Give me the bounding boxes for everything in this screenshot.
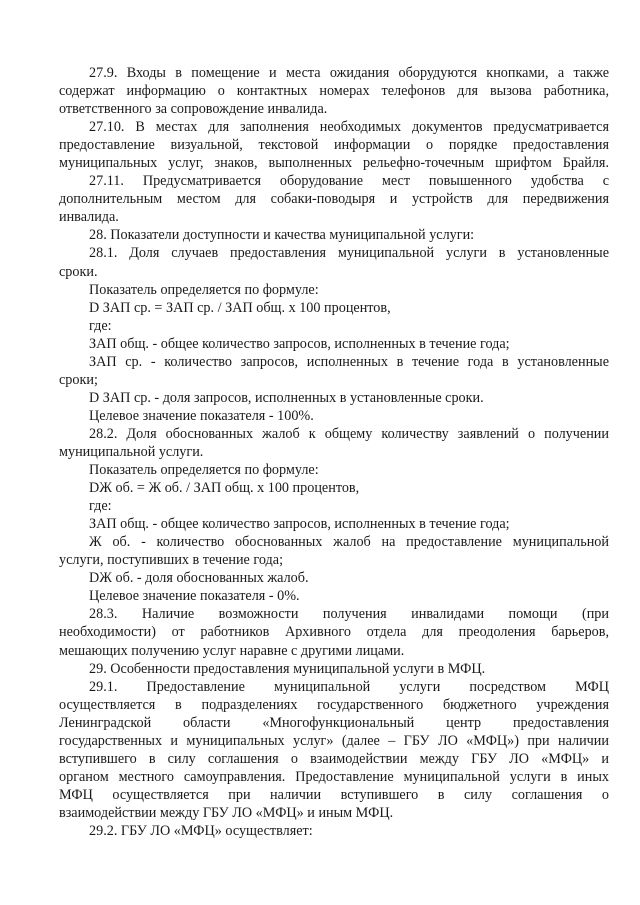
text-line: D ЗАП ср. - доля запросов, исполненных в установленные сроки. [89, 389, 484, 406]
text-line: 28.3. Наличие возможности получения инвалидами помощи (при [89, 606, 609, 623]
text-line: муниципальных услуг, знаков, выполненных рельефно-точечным шрифтом Брайля. [59, 155, 609, 172]
text-line: вступившего в силу соглашения о взаимодействии между ГБУ ЛО «МФЦ» и [59, 750, 609, 767]
text-line: 29. Особенности предоставления муниципальной услуги в МФЦ. [89, 660, 486, 677]
text-line: 27.10. В местах для заполнения необходимых документов предусматривается [89, 119, 609, 136]
text-line: 28.1. Доля случаев предоставления муниципальной услуги в установленные [89, 245, 609, 262]
text-line: Ж об. - количество обоснованных жалоб на предоставление муниципальной [89, 534, 609, 551]
text-line: инвалида. [59, 209, 119, 226]
text-line: DЖ об. - доля обоснованных жалоб. [89, 570, 309, 587]
text-line: предоставление визуальной, текстовой информации о порядке предоставления [59, 137, 609, 154]
text-line: DЖ об. = Ж об. / ЗАП общ. x 100 процентов, [89, 480, 360, 497]
text-line: муниципальной услуги. [59, 443, 204, 460]
text-line: Показатель определяется по формуле: [89, 281, 319, 298]
text-line: 29.1. Предоставление муниципальной услуги посредством МФЦ [89, 678, 609, 695]
text-line: сроки; [59, 371, 98, 388]
text-line: ЗАП общ. - общее количество запросов, исполненных в течение года; [89, 335, 510, 352]
text-line: мешающих получению услуг наравне с другими лицами. [59, 642, 405, 659]
text-line: ЗАП ср. - количество запросов, исполненных в течение года в установленные [89, 353, 609, 370]
text-line: 29.2. ГБУ ЛО «МФЦ» осуществляет: [89, 822, 313, 839]
text-line: необходимости) от работников Архивного отдела для преодоления барьеров, [59, 624, 609, 641]
text-line: осуществляется в подразделениях государственного бюджетного учреждения [59, 696, 609, 713]
text-line: органом местного самоуправления. Предоставление муниципальной услуги в иных [59, 768, 609, 785]
text-line: 28.2. Доля обоснованных жалоб к общему количеству заявлений о получении [89, 425, 609, 442]
text-line: где: [89, 317, 112, 334]
text-line: где: [89, 498, 112, 515]
text-line: ответственного за сопровождение инвалида. [59, 101, 328, 118]
text-line: сроки. [59, 263, 98, 280]
text-line: ЗАП общ. - общее количество запросов, исполненных в течение года; [89, 516, 510, 533]
text-line: взаимодействии между ГБУ ЛО «МФЦ» и иным МФЦ. [59, 804, 394, 821]
text-line: государственных и муниципальных услуг» (далее – ГБУ ЛО «МФЦ») при наличии [59, 732, 609, 749]
text-line: МФЦ осуществляется при наличии вступившего в силу соглашения о [59, 786, 609, 803]
text-line: содержат информацию о контактных номерах телефонов для вызова работника, [59, 83, 609, 100]
text-line: Целевое значение показателя - 100%. [89, 407, 314, 424]
text-line: Целевое значение показателя - 0%. [89, 588, 300, 605]
text-line: D ЗАП ср. = ЗАП ср. / ЗАП общ. x 100 процентов, [89, 299, 391, 316]
text-line: 27.11. Предусматривается оборудование мест повышенного удобства с [89, 173, 609, 190]
text-line: 27.9. Входы в помещение и места ожидания оборудуются кнопками, а также [89, 65, 609, 81]
text-line: услуги, поступивших в течение года; [59, 552, 284, 569]
text-line: 28. Показатели доступности и качества муниципальной услуги: [89, 227, 475, 244]
text-line: Показатель определяется по формуле: [89, 462, 319, 479]
text-line: Ленинградской области «Многофункциональный центр предоставления [59, 714, 609, 731]
text-line: дополнительным местом для собаки-поводыря и устройств для передвижения [59, 191, 609, 208]
